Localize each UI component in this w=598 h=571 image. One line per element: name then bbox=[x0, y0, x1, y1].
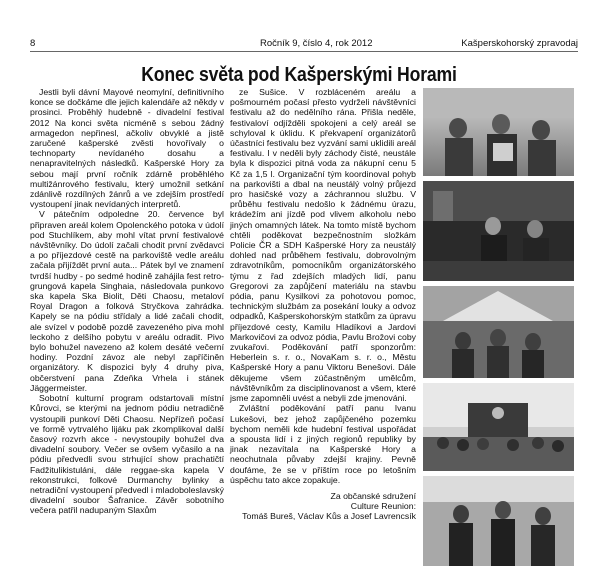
newspaper-name: Kašperskohorský zpravodaj bbox=[461, 38, 578, 49]
signature-line: Culture Reunion: bbox=[350, 501, 416, 512]
photo-column bbox=[423, 88, 574, 571]
page-number: 8 bbox=[30, 38, 36, 49]
band-on-stage-photo bbox=[423, 476, 574, 566]
signature-line: Za občanské sdružení bbox=[330, 490, 416, 501]
article-title: Konec světa pod Kašperskými Horami bbox=[141, 63, 457, 86]
article-column-1 bbox=[30, 87, 224, 516]
issue-info: Ročník 9, číslo 4, rok 2012 bbox=[260, 38, 373, 49]
audience-tent-photo bbox=[423, 286, 574, 378]
paragraph: Sobotní kulturní program odstartovali místní Kůrovci, se kterými na jednom pódiu netradičně vystoupili punkoví Děti Chaosu. Nepřízeň počasí ve formě vytrvalého lijáku pak zkomplikoval další časový rozvrh akce - nevystoupily bohužel dva divadelní soubory. Večer se ovšem vyčasilo a na pódiu předvedli svou strhující show prachatičtí Fadžitulikistuláni, dále reggae-ska kapela V rekonstrukci, folkové Durmanchy bylinky a netradiční vystoupení předvedl i mladoboleslavský divadelní soubor Šafranice. Závěr sobotního večera patřil nadupaným Slaxům bbox=[30, 393, 224, 516]
stage-performance-photo bbox=[423, 181, 574, 281]
header-divider bbox=[30, 51, 578, 52]
crowd-stage-night-photo bbox=[423, 383, 574, 471]
page-header bbox=[30, 38, 578, 50]
paragraph: Jestli byli dávní Mayové neomylní, definitivního konce se dočkáme dle jejich kalendáře až někdy v prosinci. Proběhlý hudebně - divadelní festival 2012 Na konci světa nicméně s sebou žádný armagedon nepřinesl, ačkoliv obvyklé a jistě zaručené kašperské zvěsti hovořívaly o technoparty nevídaného dosahu a nenapravitelných následků. Kašperské Hory za sebou mají první ročník zdárně proběhlého multižánrového festivalu, který umožnil setkání zdánlivě rozdílných žánrů a ve zdejším prostředí vystoupení jinak nevídaných interpretů. bbox=[30, 87, 224, 210]
signature-line: Tomáš Bureš, Václav Kůs a Josef Lavrencsík bbox=[242, 511, 416, 522]
paragraph: V pátečním odpoledne 20. července byl připraven areál kolem Opolenckého potoka v údolí pod Stuchlíkem, aby mohl vítat první festivalové návštěvníky. Do údolí začali chodit první zvědavci a po příjezdové cestě na parkoviště vedle areálu začala přijíždět první auta... Pátek byl ve znamení tvrdší hudby - po sedmé hodině zahájila fest retro-grungová kapela Singhaia, následovala punkovo ska kapela Ska Biolit, Děti Chaosu, metaloví Royal Dragon a folková Stryčkova zahrádka. Kapely se na pódiu střídaly a lidé začali chodit, ale svízel v podobě pozdě zavezeného piva mohl leckoho z delšího pobytu v areálu odradit. Pivo bylo bohužel navezeno až kolem desáté večerní hodiny. Pozdní závoz ale nebyl zapříčiněn organizátory. K dispozici byly 4 druhy piva, občerstvení pana Zdeňka Vrhela i stánek Jäggermeister. bbox=[30, 209, 224, 393]
paragraph: Zvláštní poděkování patří panu Ivanu Lukešovi, bez jehož zapůjčeného pozemku bychom neměli kde hudební festival uspořádat a spousta lidí i z jiných regionů republiky by jinak nezavítala na Kašperské Hory a neochutnala půvaby zdejší krajiny. Pevně doufáme, že se v příštím roce po letošním úspěchu tato akce zopakuje. bbox=[230, 403, 416, 485]
accordion-band-photo bbox=[423, 88, 574, 176]
paragraph: ze Sušice. V rozbláceném areálu a pošmourném počasí přesto vydrželi návštěvníci festivalu až do nedělního rána. Přišla neděle, festivaloví odjížděli spokojeni a celý areál se schyloval k úklidu. K překvapení organizátorů účastníci festivalu bez vyzvání sami uklidili areál festivalu. I v neděli byly záchody čisté, neustále byla k dispozici pitná voda za nákupní cenu 5 Kč za 1,5 l. Organizační tým koordinoval pohyb na parkovišti a dbal na neustálý volný průjezd pro hasičské vozy a záchrannou službu. V průběhu festivalu nedošlo k žádnému úrazu, krádežím ani jízdě pod vlivem alkoholu nebo jiných omamných látek. Na tomto místě bychom chtěli poděkovat bezpečnostním složkám Policie ČR a SDH Kašperské Hory za neustálý dohled nad průběhem festivalu, dobrovolným zdravotníkům, pomocníkům organizátorského týmu z řad zdejších mladých lidí, panu Gregorovi za zapůjčení materiálu na stavbu pódia, panu Kysilkovi za pohotovou pomoc, technickým službám za posekání louky a odvoz odpadků, Kašperskohorským statkům za úpravu příjezdové cesty, Kamilu Hladíkovi a Jardovi Markovičovi za odvoz pódia, Pavlu Brožovi coby zvukařovi. Poděkování patří sponzorům: Heberlein s. r. o., NovaKam s. r. o., Městu Kašperské Hory a panu Viktoru Benešovi. Dále děkujeme všem zúčastněným umělcům, návštěvníkům za disciplinovanost a všem, které jsme zapomněli uvést a nebyli zde jmenováni. bbox=[230, 87, 416, 404]
article-column-2 bbox=[230, 87, 416, 522]
